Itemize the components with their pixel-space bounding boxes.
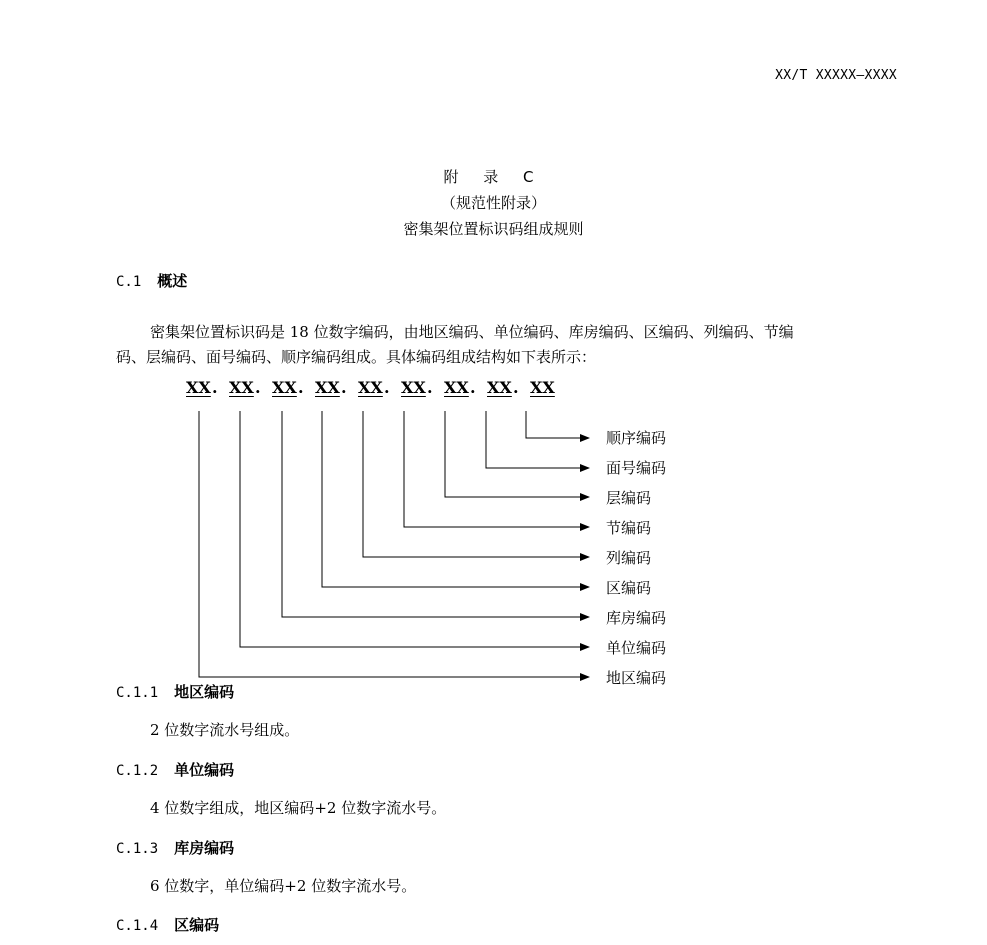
subsection-heading	[116, 759, 234, 780]
label-column-code: 列编码	[606, 549, 652, 567]
paragraph-line-2: 码、层编码、面号编码、顺序编码组成。具体编码组成结构如下表所示：	[116, 348, 597, 366]
code-separator: .	[255, 378, 261, 397]
code-segment: XX	[487, 378, 512, 397]
code-separator: .	[212, 378, 218, 397]
subsection-number: C.1.3	[116, 841, 159, 857]
code-segment: XX	[315, 378, 340, 397]
label-sequence-code: 顺序编码	[606, 429, 667, 447]
connector-arrow	[445, 411, 589, 497]
subsection-heading	[116, 837, 234, 858]
label-layer-code: 层编码	[606, 489, 652, 507]
subsection-title: 单位编码	[174, 761, 235, 779]
connector-arrow	[322, 411, 589, 587]
connector-arrow	[199, 411, 589, 677]
subsection-number: C.1.1	[116, 685, 159, 701]
code-separator: .	[470, 378, 476, 397]
connector-arrow	[486, 411, 589, 468]
subsection-title: 地区编码	[174, 683, 235, 701]
code-segment: XX	[358, 378, 383, 397]
code-segment: XX	[444, 378, 469, 397]
code-separator: .	[513, 378, 519, 397]
code-segment: XX	[272, 378, 297, 397]
code-separator: .	[341, 378, 347, 397]
subsection-text: 2 位数字流水号组成。	[150, 721, 300, 739]
appendix-title: 密集架位置标识码组成规则	[403, 220, 584, 238]
subsection-heading	[116, 681, 234, 702]
subsection-heading	[116, 914, 219, 935]
appendix-type: （规范性附录）	[440, 194, 546, 212]
connector-arrow	[240, 411, 589, 647]
subsection-number: C.1.2	[116, 763, 159, 779]
subsection-number: C.1.4	[116, 918, 159, 934]
subsection-title: 区编码	[174, 916, 220, 934]
appendix-label: 附 录 C	[443, 168, 544, 186]
label-face-code: 面号编码	[606, 459, 667, 477]
connector-arrow	[526, 411, 589, 438]
code-segment: XX	[229, 378, 254, 397]
connector-arrow	[282, 411, 589, 617]
paragraph-line-1: 密集架位置标识码是 18 位数字编码，由地区编码、单位编码、库房编码、区编码、列编码、节编	[150, 323, 794, 341]
code-separator: .	[298, 378, 304, 397]
label-zone-code: 区编码	[606, 579, 652, 597]
subsection-text: 4 位数字组成，地区编码+2 位数字流水号。	[150, 799, 447, 817]
label-region-code: 地区编码	[606, 669, 667, 687]
section-number: C.1	[116, 274, 142, 290]
connector-arrow	[363, 411, 589, 557]
code-segment: XX	[401, 378, 426, 397]
label-unit-code: 单位编码	[606, 639, 667, 657]
label-storeroom-code: 库房编码	[606, 609, 667, 627]
document-code: XX/T XXXXX—XXXX	[775, 68, 897, 83]
section-title: 概述	[157, 272, 188, 290]
connector-arrow	[404, 411, 589, 527]
code-separator: .	[384, 378, 390, 397]
subsection-title: 库房编码	[174, 839, 235, 857]
code-segment: XX	[530, 378, 555, 397]
code-segment: XX	[186, 378, 211, 397]
subsection-text: 6 位数字，单位编码+2 位数字流水号。	[150, 877, 417, 895]
code-separator: .	[427, 378, 433, 397]
label-section-code: 节编码	[606, 519, 652, 537]
